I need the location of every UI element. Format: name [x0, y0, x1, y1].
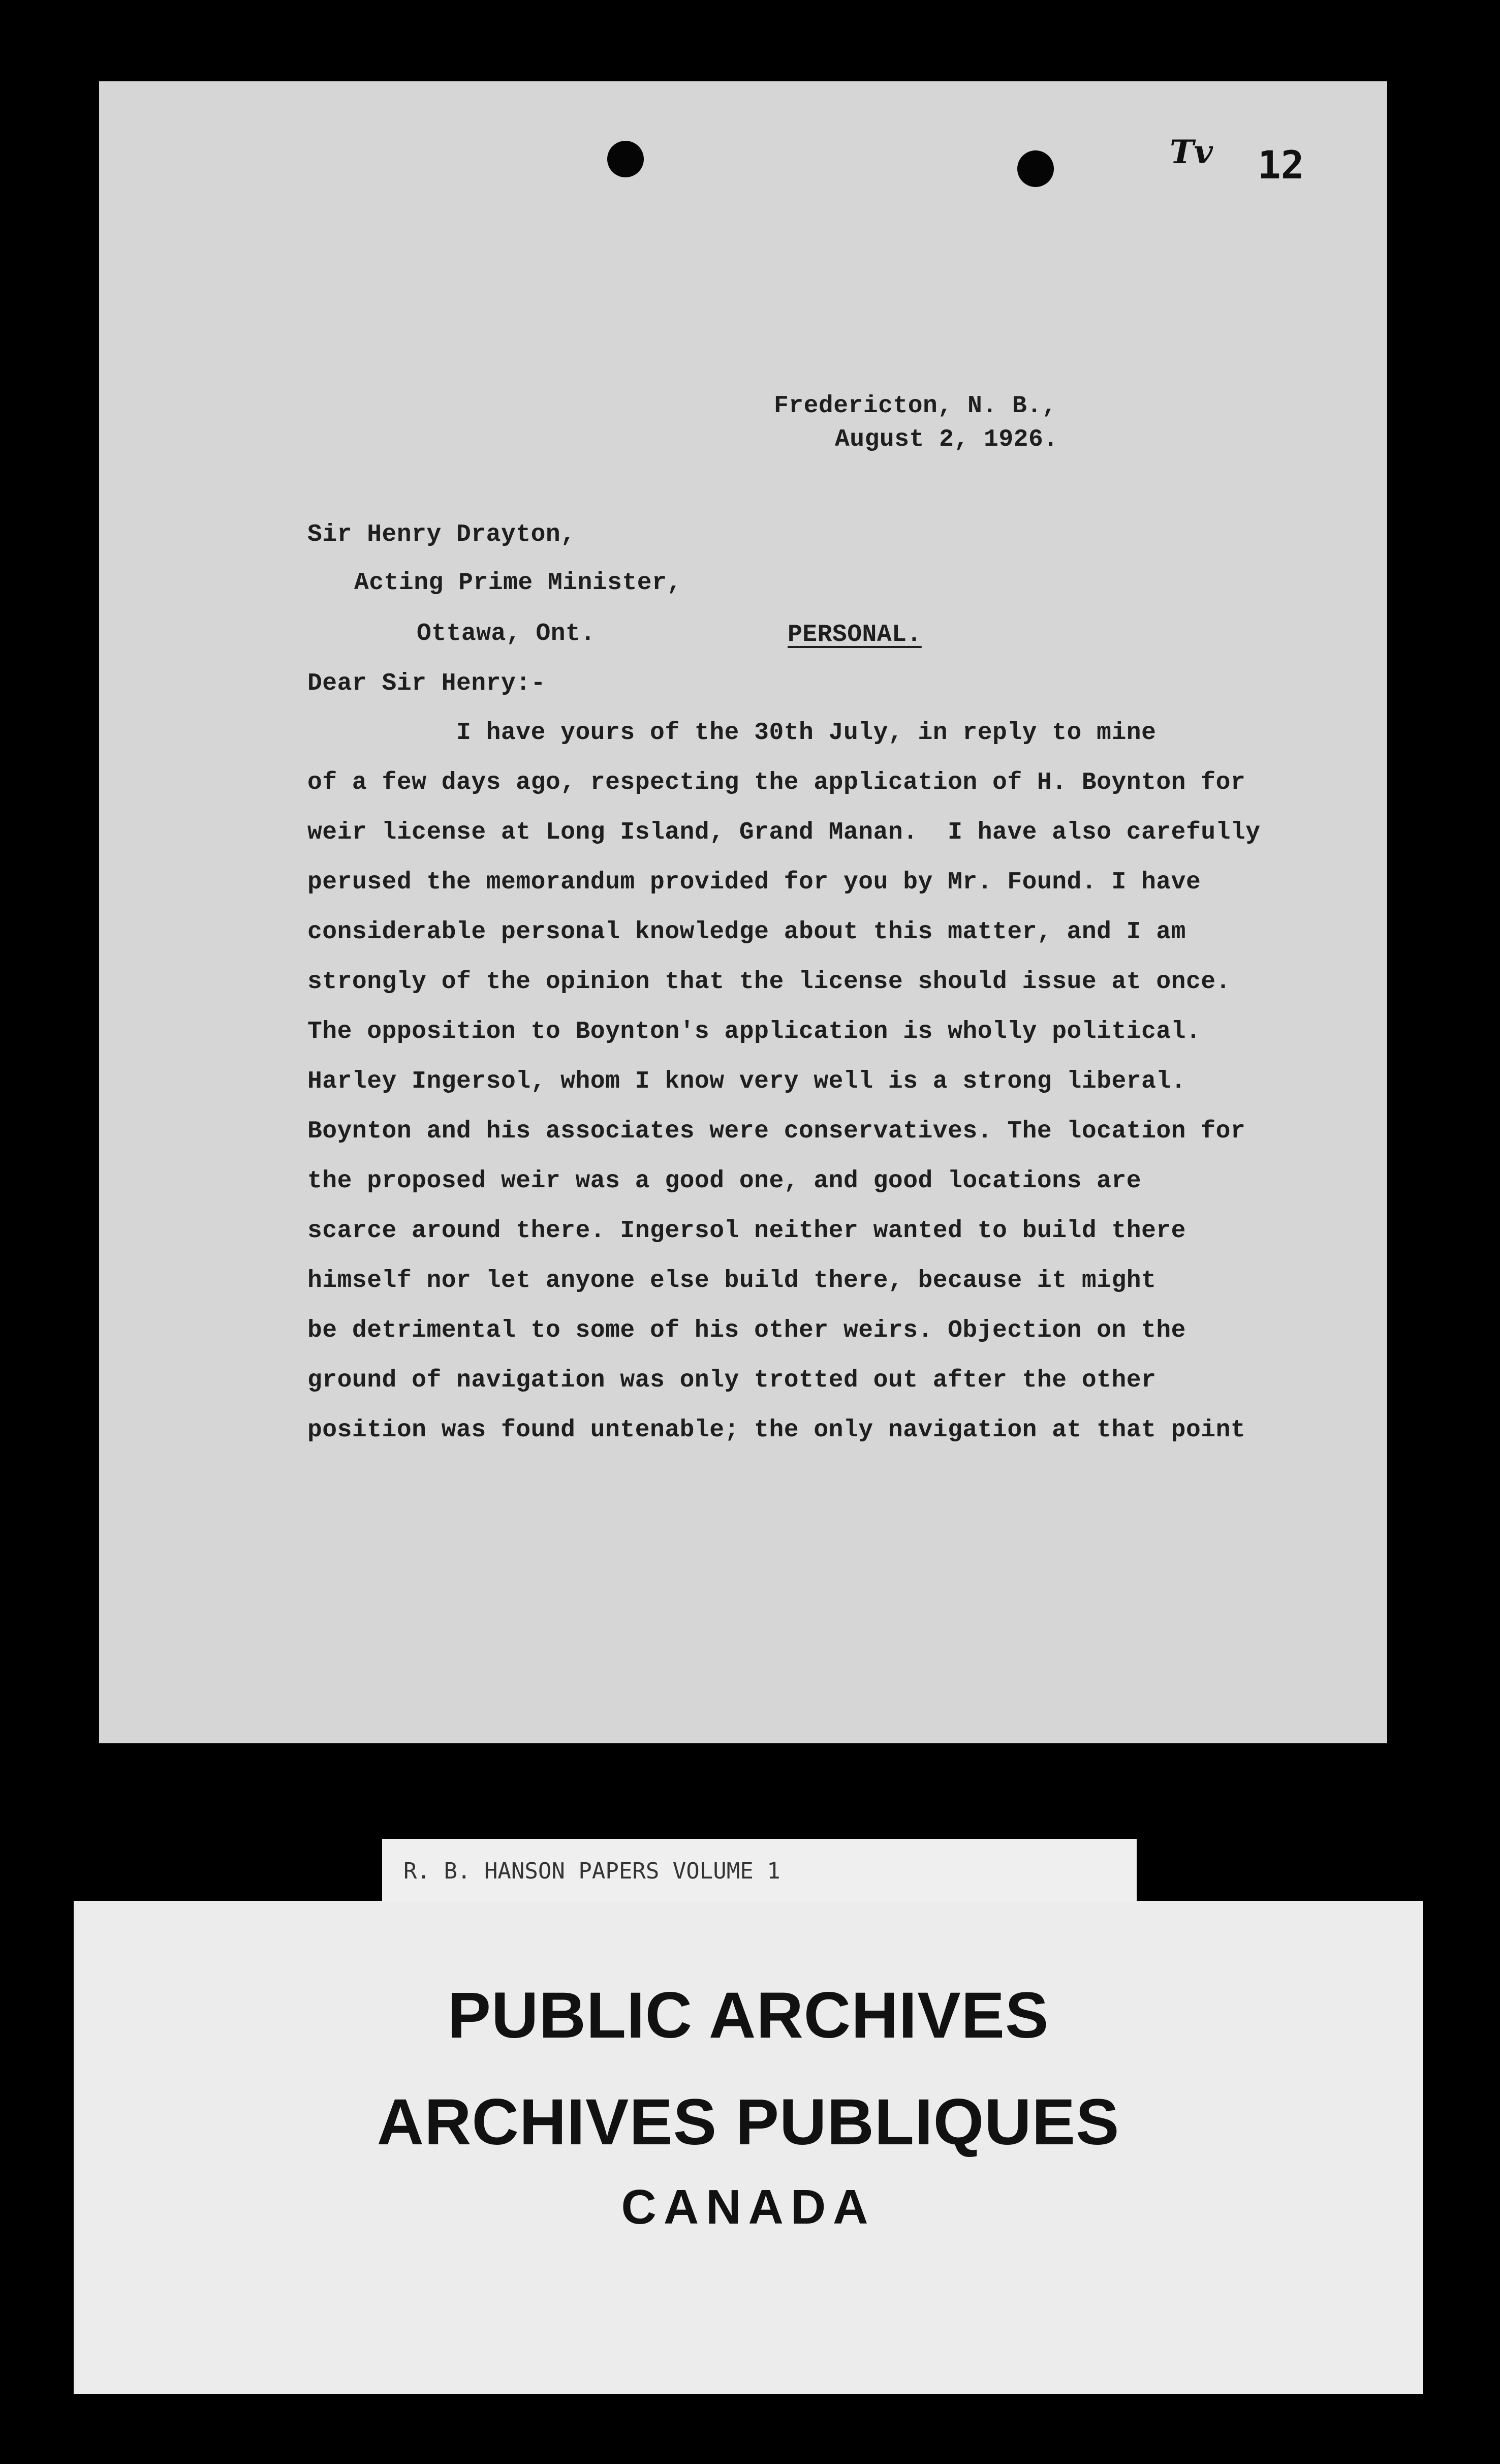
archive-label-text: R. B. HANSON PAPERS VOLUME 1 — [403, 1858, 780, 1884]
body-line: considerable personal knowledge about this matter, and I am — [307, 918, 1186, 946]
body-line: ground of navigation was only trotted out after the other — [307, 1367, 1157, 1394]
letter-place: Fredericton, N. B., — [774, 392, 1057, 420]
letter-date: August 2, 1926. — [835, 426, 1058, 453]
body-line: strongly of the opinion that the license should issue at once. — [307, 968, 1231, 996]
body-line: be detrimental to some of his other weirs. Objection on the — [307, 1317, 1186, 1344]
body-line: The opposition to Boynton's application is wholly political. — [307, 1018, 1201, 1045]
archive-label — [382, 1839, 1137, 1902]
archives-stamp — [74, 1901, 1423, 2394]
body-line: perused the memorandum provided for you by Mr. Found. I have — [307, 869, 1201, 896]
stamp-country: CANADA — [621, 2180, 876, 2234]
body-line: Harley Ingersol, whom I know very well is a strong liberal. — [307, 1068, 1186, 1095]
body-line: the proposed weir was a good one, and good locations are — [307, 1167, 1142, 1195]
body-line: himself nor let anyone else build there, because it might — [307, 1267, 1157, 1295]
body-line: I have yours of the 30th July, in reply to mine — [307, 719, 1157, 747]
personal-marking: PERSONAL. — [788, 621, 922, 649]
stamp-line-english: PUBLIC ARCHIVES — [447, 1979, 1049, 2052]
punch-hole-right — [1017, 150, 1054, 187]
salutation: Dear Sir Henry:- — [307, 670, 546, 697]
letter-page — [99, 81, 1387, 1743]
body-line: Boynton and his associates were conservatives. The location for — [307, 1118, 1246, 1145]
corner-annotation: Tv — [1170, 133, 1213, 171]
body-line: position was found untenable; the only navigation at that point — [307, 1416, 1246, 1444]
body-line: of a few days ago, respecting the application of H. Boynton for — [307, 769, 1246, 796]
recipient-city: Ottawa, Ont. — [417, 620, 596, 648]
body-line: scarce around there. Ingersol neither wanted to build there — [307, 1217, 1186, 1245]
punch-hole-left — [607, 141, 644, 177]
stamp-line-french: ARCHIVES PUBLIQUES — [377, 2086, 1120, 2159]
recipient-title: Acting Prime Minister, — [354, 569, 682, 597]
page-number: 12 — [1258, 142, 1304, 188]
body-line: weir license at Long Island, Grand Manan. I have also carefully — [307, 819, 1261, 846]
recipient-name: Sir Henry Drayton, — [307, 521, 576, 548]
